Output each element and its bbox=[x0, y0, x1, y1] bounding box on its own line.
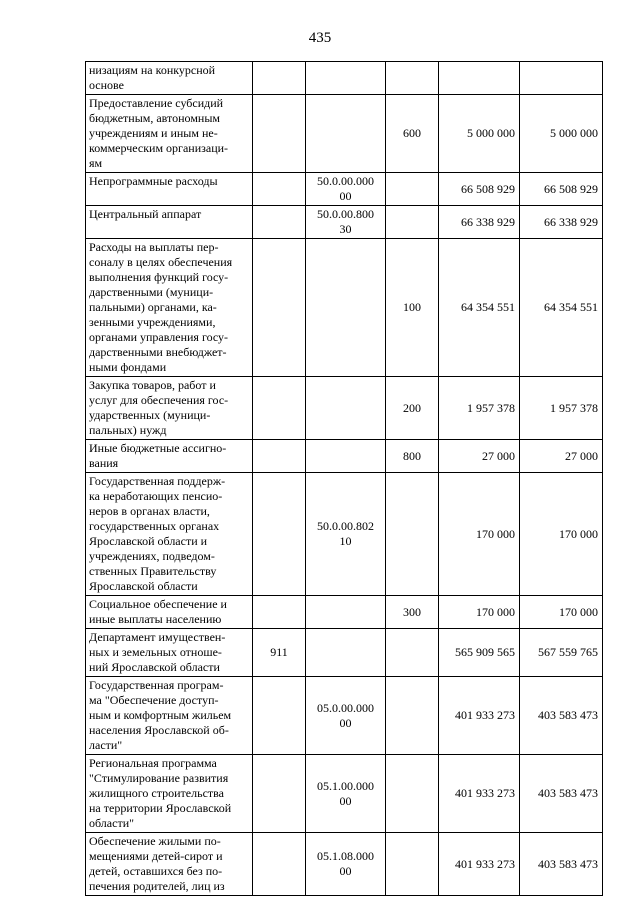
expense-name-line: ям bbox=[89, 156, 103, 170]
amount-year2-cell: 403 583 473 bbox=[520, 677, 603, 755]
ministry-code-cell bbox=[253, 206, 306, 239]
target-article-line: 30 bbox=[339, 222, 352, 236]
expense-name-cell bbox=[86, 239, 253, 377]
table-row bbox=[86, 95, 603, 173]
expense-type-cell bbox=[386, 755, 439, 833]
expense-name-line: вания bbox=[89, 456, 119, 470]
amount-year2-cell: 66 338 929 bbox=[520, 206, 603, 239]
expense-name-line: Непрограммные расходы bbox=[89, 174, 218, 188]
expense-name-line: коммерческим организаци- bbox=[89, 141, 229, 155]
target-article-cell bbox=[306, 440, 386, 473]
amount-year2-cell: 66 508 929 bbox=[520, 173, 603, 206]
expense-name-line: Центральный аппарат bbox=[89, 207, 202, 221]
expense-name-line: ласти" bbox=[89, 738, 123, 752]
expense-name-line: иные выплаты населению bbox=[89, 612, 222, 626]
table-row bbox=[86, 62, 603, 95]
target-article-cell bbox=[306, 206, 386, 239]
expense-name-cell bbox=[86, 62, 253, 95]
expense-name-line: услуг для обеспечения гос- bbox=[89, 393, 229, 407]
ministry-code-cell bbox=[253, 596, 306, 629]
expense-name-line: органами управления госу- bbox=[89, 330, 229, 344]
target-article-cell bbox=[306, 473, 386, 596]
expense-name-line: ний Ярославской области bbox=[89, 660, 220, 674]
ministry-code-cell bbox=[253, 833, 306, 896]
ministry-code-cell: 911 bbox=[253, 629, 306, 677]
target-article-line: 05.1.08.000 bbox=[317, 849, 374, 863]
expense-type-cell bbox=[386, 62, 439, 95]
expense-name-line: жилищного строительства bbox=[89, 786, 224, 800]
target-article-line: 00 bbox=[339, 793, 352, 808]
target-article-cell bbox=[306, 833, 386, 896]
amount-year1-cell: 1 957 378 bbox=[439, 377, 520, 440]
amount-year2-cell: 403 583 473 bbox=[520, 755, 603, 833]
target-article-cell bbox=[306, 173, 386, 206]
target-article-cell bbox=[306, 377, 386, 440]
table-row bbox=[86, 833, 603, 896]
expense-name-line: учреждениям и иным не- bbox=[89, 126, 218, 140]
amount-year1-cell: 170 000 bbox=[439, 596, 520, 629]
amount-year2-cell: 27 000 bbox=[520, 440, 603, 473]
expense-name-cell bbox=[86, 206, 253, 239]
expense-name-cell bbox=[86, 755, 253, 833]
expense-name-line: ка неработающих пенсио- bbox=[89, 489, 223, 503]
expense-type-cell: 600 bbox=[386, 95, 439, 173]
amount-year1-cell: 5 000 000 bbox=[439, 95, 520, 173]
expense-name-line: неров в органах власти, bbox=[89, 504, 210, 518]
amount-year1-cell: 401 933 273 bbox=[439, 755, 520, 833]
expense-name-line: детей, оставшихся без по- bbox=[89, 864, 223, 878]
table-row bbox=[86, 629, 603, 677]
expense-type-cell bbox=[386, 473, 439, 596]
expense-name-cell bbox=[86, 377, 253, 440]
expense-name-line: Закупка товаров, работ и bbox=[89, 378, 216, 392]
amount-year1-cell: 565 909 565 bbox=[439, 629, 520, 677]
expense-name-line: Государственная програм- bbox=[89, 678, 224, 692]
expense-name-line: Обеспечение жилыми по- bbox=[89, 834, 221, 848]
ministry-code-cell bbox=[253, 173, 306, 206]
table-row bbox=[86, 377, 603, 440]
target-article-line: 05.1.00.000 bbox=[317, 778, 374, 793]
expense-name-line: соналу в целях обеспечения bbox=[89, 255, 233, 269]
expense-type-cell bbox=[386, 206, 439, 239]
target-article-cell bbox=[306, 755, 386, 833]
expense-name-cell bbox=[86, 95, 253, 173]
table-row bbox=[86, 440, 603, 473]
expense-name-line: пальными) органами, ка- bbox=[89, 300, 217, 314]
amount-year2-cell: 1 957 378 bbox=[520, 377, 603, 440]
table-row bbox=[86, 596, 603, 629]
amount-year1-cell bbox=[439, 62, 520, 95]
ministry-code-cell bbox=[253, 377, 306, 440]
amount-year2-cell: 170 000 bbox=[520, 596, 603, 629]
ministry-code-cell bbox=[253, 473, 306, 596]
expense-name-line: Департамент имуществен- bbox=[89, 630, 226, 644]
expense-name-line: Ярославской области и bbox=[89, 534, 208, 548]
target-article-cell bbox=[306, 239, 386, 377]
expense-name-line: на территории Ярославской bbox=[89, 801, 232, 815]
expense-name-line: дарственными (муници- bbox=[89, 285, 214, 299]
expense-name-line: государственных органах bbox=[89, 519, 220, 533]
amount-year1-cell: 66 338 929 bbox=[439, 206, 520, 239]
table-row bbox=[86, 239, 603, 377]
table-row bbox=[86, 206, 603, 239]
expense-name-cell bbox=[86, 833, 253, 896]
page-number: 435 bbox=[308, 30, 332, 46]
expense-name-line: Государственная поддерж- bbox=[89, 474, 226, 488]
expense-name-line: Ярославской области bbox=[89, 579, 198, 593]
target-article-line: 00 bbox=[339, 864, 352, 878]
budget-table-body bbox=[86, 62, 603, 896]
expense-type-cell: 100 bbox=[386, 239, 439, 377]
expense-name-line: ударственных (муници- bbox=[89, 408, 211, 422]
table-row bbox=[86, 677, 603, 755]
amount-year1-cell: 401 933 273 bbox=[439, 833, 520, 896]
expense-name-line: ных и земельных отноше- bbox=[89, 645, 222, 659]
expense-name-line: низациям на конкурсной bbox=[89, 63, 216, 77]
target-article-line: 50.0.00.000 bbox=[317, 174, 374, 188]
expense-name-line: выполнения функций госу- bbox=[89, 270, 229, 284]
target-article-line: 50.0.00.802 bbox=[317, 519, 374, 533]
table-row bbox=[86, 173, 603, 206]
target-article-cell bbox=[306, 95, 386, 173]
table-row bbox=[86, 755, 603, 833]
amount-year1-cell: 64 354 551 bbox=[439, 239, 520, 377]
budget-table bbox=[85, 61, 603, 896]
expense-name-cell bbox=[86, 677, 253, 755]
ministry-code-cell bbox=[253, 440, 306, 473]
table-row bbox=[86, 473, 603, 596]
expense-name-line: ственных Правительству bbox=[89, 564, 217, 578]
expense-type-cell bbox=[386, 833, 439, 896]
target-article-line: 50.0.00.800 bbox=[317, 207, 374, 221]
expense-name-line: основе bbox=[89, 78, 124, 92]
ministry-code-cell bbox=[253, 677, 306, 755]
expense-name-cell bbox=[86, 440, 253, 473]
expense-type-cell: 200 bbox=[386, 377, 439, 440]
amount-year1-cell: 66 508 929 bbox=[439, 173, 520, 206]
expense-name-line: учреждениях, подведом- bbox=[89, 549, 215, 563]
expense-name-cell bbox=[86, 629, 253, 677]
expense-name-line: ма "Обеспечение доступ- bbox=[89, 693, 219, 707]
expense-name-line: дарственными внебюджет- bbox=[89, 345, 227, 359]
amount-year1-cell: 27 000 bbox=[439, 440, 520, 473]
expense-type-cell bbox=[386, 173, 439, 206]
target-article-cell bbox=[306, 596, 386, 629]
amount-year2-cell: 170 000 bbox=[520, 473, 603, 596]
expense-name-cell bbox=[86, 473, 253, 596]
expense-name-line: Предоставление субсидий bbox=[89, 96, 224, 110]
expense-type-cell bbox=[386, 677, 439, 755]
target-article-line: 00 bbox=[339, 189, 352, 203]
ministry-code-cell bbox=[253, 239, 306, 377]
target-article-line: 00 bbox=[339, 715, 352, 730]
target-article-line: 05.0.00.000 bbox=[317, 700, 374, 715]
expense-name-line: зенными учреждениями, bbox=[89, 315, 216, 329]
expense-name-line: ным и комфортным жильем bbox=[89, 708, 232, 722]
expense-name-line: "Стимулирование развития bbox=[89, 771, 229, 785]
expense-name-line: ными фондами bbox=[89, 360, 167, 374]
amount-year2-cell bbox=[520, 62, 603, 95]
expense-name-line: Расходы на выплаты пер- bbox=[89, 240, 219, 254]
ministry-code-cell bbox=[253, 755, 306, 833]
expense-name-cell bbox=[86, 173, 253, 206]
ministry-code-cell bbox=[253, 95, 306, 173]
expense-name-line: населения Ярославской об- bbox=[89, 723, 229, 737]
target-article-cell bbox=[306, 677, 386, 755]
amount-year1-cell: 401 933 273 bbox=[439, 677, 520, 755]
expense-name-line: Иные бюджетные ассигно- bbox=[89, 441, 227, 455]
expense-name-line: печения родителей, лиц из bbox=[89, 879, 225, 893]
expense-name-cell bbox=[86, 596, 253, 629]
target-article-cell bbox=[306, 629, 386, 677]
expense-type-cell: 800 bbox=[386, 440, 439, 473]
amount-year2-cell: 403 583 473 bbox=[520, 833, 603, 896]
amount-year1-cell: 170 000 bbox=[439, 473, 520, 596]
target-article-line: 10 bbox=[339, 534, 352, 548]
ministry-code-cell bbox=[253, 62, 306, 95]
amount-year2-cell: 567 559 765 bbox=[520, 629, 603, 677]
expense-name-line: Региональная программа bbox=[89, 756, 217, 770]
amount-year2-cell: 5 000 000 bbox=[520, 95, 603, 173]
expense-name-line: Социальное обеспечение и bbox=[89, 597, 227, 611]
expense-name-line: бюджетным, автономным bbox=[89, 111, 220, 125]
expense-type-cell: 300 bbox=[386, 596, 439, 629]
expense-name-line: области" bbox=[89, 816, 135, 830]
target-article-cell bbox=[306, 62, 386, 95]
amount-year2-cell: 64 354 551 bbox=[520, 239, 603, 377]
expense-name-line: пальных) нужд bbox=[89, 423, 167, 437]
expense-name-line: мещениями детей-сирот и bbox=[89, 849, 223, 863]
expense-type-cell bbox=[386, 629, 439, 677]
